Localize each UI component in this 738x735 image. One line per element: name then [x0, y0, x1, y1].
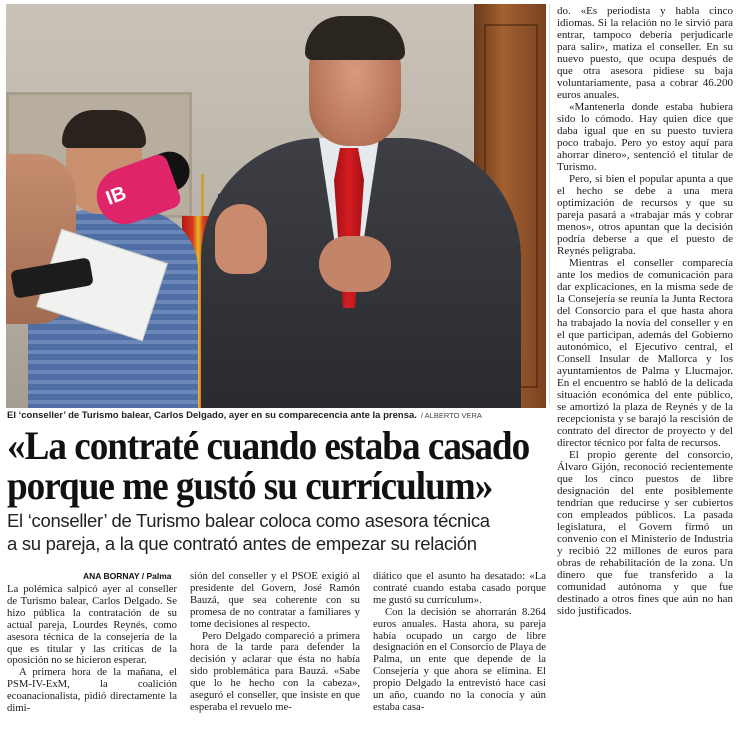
article-column-4 — [557, 5, 733, 617]
headline — [7, 423, 530, 508]
byline: ANA BORNAY / Palma — [83, 571, 172, 581]
paragraph: Mientras el conseller comparecía ante los medios de comunicación para dar explicaciones, en la misma sede de la Consejería se reunía la Junta Rectora del Consorcio para el que hasta ahora ha trabajado la novia del conseller y en el que participan, además del Gobierno autonómico, el Ejecutivo central, el Consell Insular de Mallorca y los ayuntamientos de Palma y Llucmajor. En el encuentro se habló de la delicada situación económica del ente público, se amortizó la plaza de Reynés y de la recepcionista y se barajó la rescisión de contrato del director de proyecto y del director técnico por falta de recursos. — [557, 257, 733, 449]
news-photo — [6, 4, 546, 408]
paragraph: Con la decisión se ahorrarán 8.264 euros anuales. Hasta ahora, su pareja había ocupado un cargo de libre designación en el Consorcio de Playa de Palma, un ente que depende de la Consejería y que ahora se elimina. El propio Delgado la entrevistó hace casi un año, cuando no la conocía y aún estaba casa- — [373, 605, 546, 713]
paragraph: Pero, si bien el popular apunta a que el hecho se debe a una mera optimización de recursos y que su pareja pasará a «trabajar más y cobrar menos», otros apuntan que la decisión podría deberse a que el puesto de Reynés peligraba. — [557, 173, 733, 257]
paragraph: diático que el asunto ha desatado: «La contraté cuando estaba casado porque me gustó su currículum». — [373, 570, 546, 606]
subheadline-line-1: El ‘conseller’ de Turismo balear coloca como asesora técnica — [7, 510, 490, 531]
headline-line-2: porque me gustó su currículum» — [7, 463, 493, 508]
headline-line-1: «La contraté cuando estaba casado — [7, 423, 530, 468]
photo-microphone-ib: IB — [89, 152, 183, 232]
paragraph: Pero Delgado compareció a primera hora de la tarde para defender la decisión y aclarar que ésta no había sido problemática para Bauzá. «Sabe que lo he hecho con la cabeza», aseguró el conseller, que insiste en que esperaba el revuelo me- — [190, 629, 360, 713]
article-column-2 — [190, 571, 360, 714]
paragraph: sión del conseller y el PSOE exigió al presidente del Govern, José Ramón Bauzá, que sea coherente con su promesa de no contratar a familiares y tome decisiones al respecto. — [190, 570, 360, 630]
paragraph: El propio gerente del consorcio, Álvaro Gijón, reconoció recientemente que los cinco puestos de libre designación del ente posiblemente tendrían que reducirse y ser cubiertos con empleados públicos. La pasada legislatura, el Govern firmó un convenio con el Ministerio de Industria y recibió 22 millones de euros para obras de rehabilitación de la zona. Un dinero que fue transferido a la comunidad autónoma y que fue destinado a otros fines que aún no han sido justificados. — [557, 449, 733, 617]
paragraph: A primera hora de la mañana, el PSM-IV-ExM, la coalición ecoanacionalista, pidió directamente la dimi- — [7, 666, 177, 715]
article-column-3 — [373, 571, 546, 714]
photo-credit: / ALBERTO VERA — [420, 411, 482, 420]
paragraph: do. «Es periodista y habla cinco idiomas. Si la relación no le sirvió para entrar, tampoco debería perjudicarle para salir», matiza el conseller. En su nuevo puesto, que ocupa después de que otra asesora pidiese su baja voluntariamente, pasa a cobrar 46.200 euros anuales. — [557, 5, 733, 101]
article-column-1 — [7, 584, 177, 715]
paragraph: La polémica salpicó ayer al conseller de Turismo balear, Carlos Delgado. Se hizo pública la contratación de su actual pareja, Lourdes Reynés, como asesora técnica de la consejería de la que es titular y las críticas de la oposición no se hicieron esperar. — [7, 583, 177, 667]
subheadline — [7, 509, 552, 555]
subheadline-line-2: a su pareja, a la que contrató antes de empezar su relación — [7, 533, 477, 554]
caption-text: El ‘conseller’ de Turismo balear, Carlos Delgado, ayer en su comparecencia ante la prensa. — [7, 410, 417, 421]
photo-caption — [7, 410, 547, 421]
paragraph: «Mantenerla donde estaba hubiera sido lo cómodo. Hay quien dice que daba igual que en su puesto tuviera poco trabajo. Pero yo estoy aquí para ahorrar dinero», sentenció el titular de Turismo. — [557, 101, 733, 173]
photo-speaker — [201, 8, 521, 408]
column-rule — [549, 4, 550, 404]
